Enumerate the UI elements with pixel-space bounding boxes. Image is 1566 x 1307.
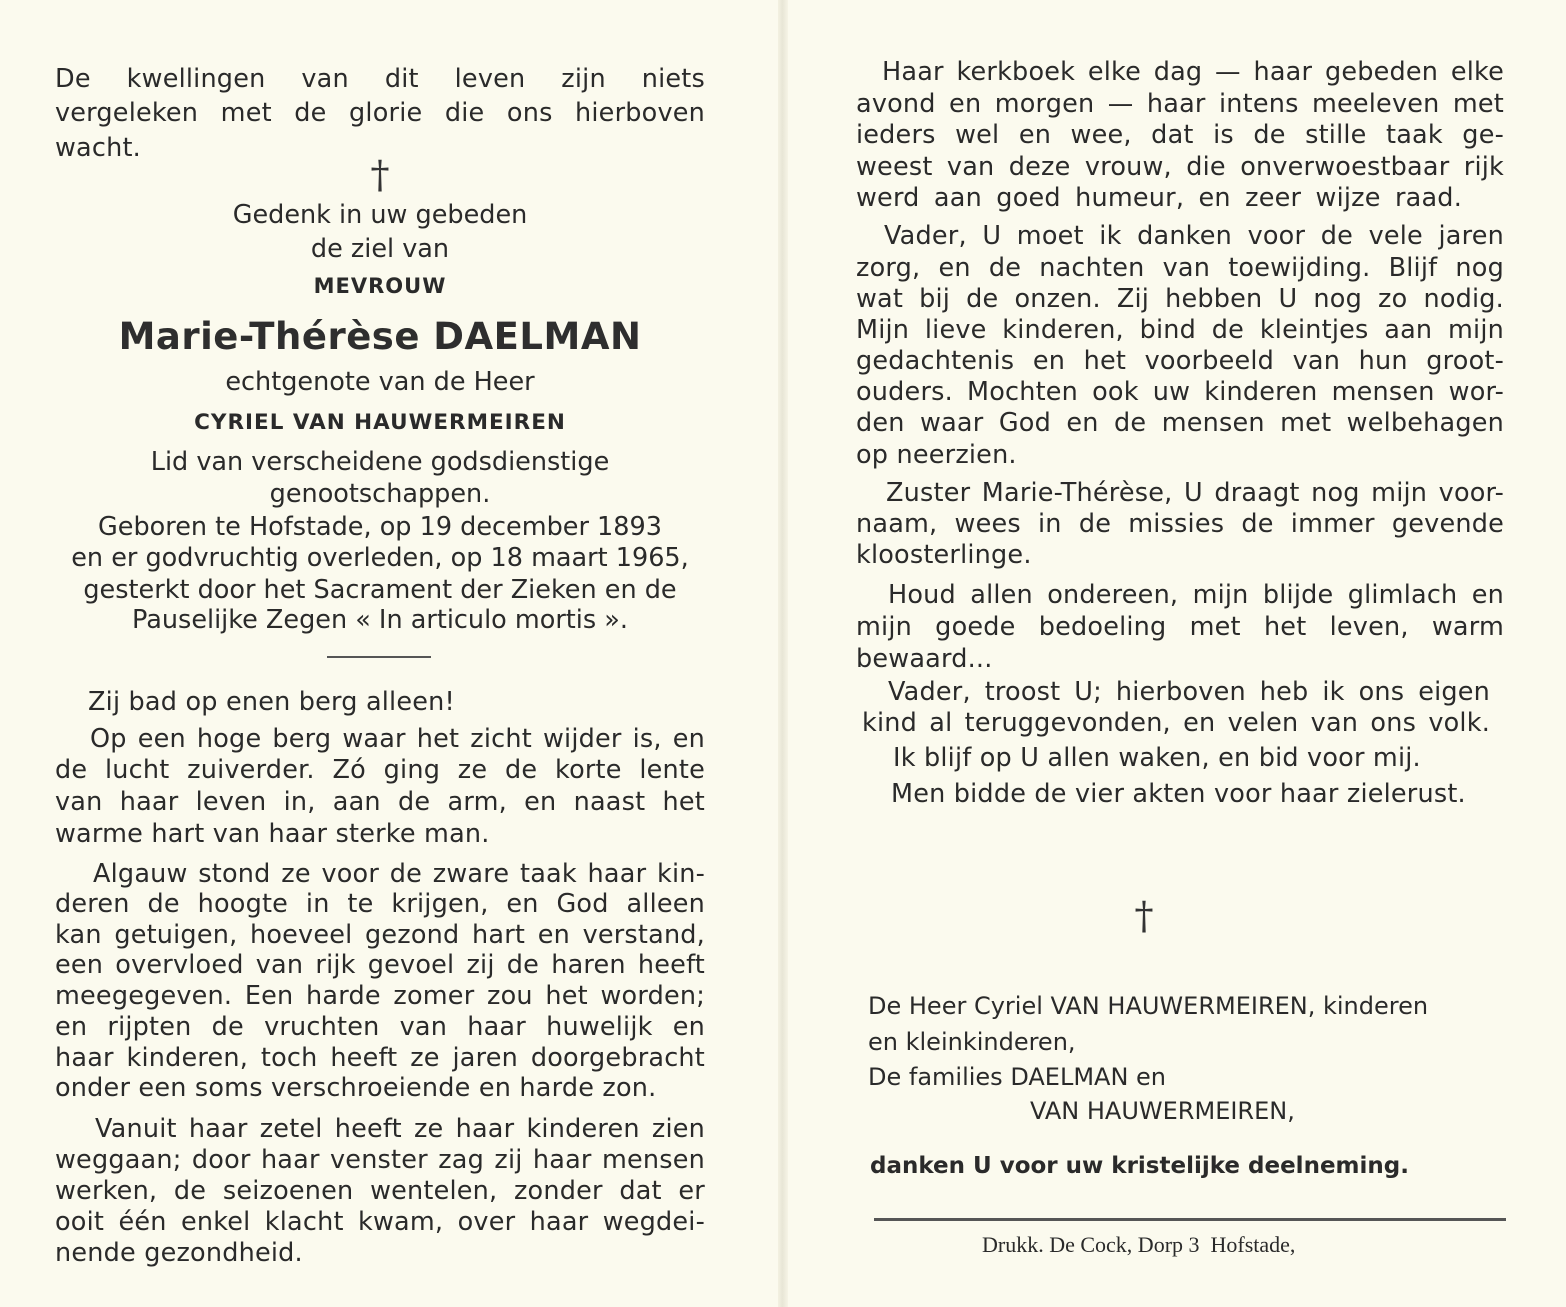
- text-line: Haar kerkboek elke dag — haar gebeden elke: [882, 57, 1504, 87]
- text-line: kan getuigen, hoeveel gezond hart en verstand,: [55, 920, 705, 950]
- text-line: naam, wees in de missies de immer gevende: [856, 509, 1504, 539]
- spouse-name: CYRIEL VAN HAUWERMEIREN: [194, 410, 566, 435]
- text-line: nende gezondheid.: [55, 1238, 303, 1268]
- text-line: weest van deze vrouw, die onverwoestbaar rijk: [856, 152, 1504, 182]
- spouse-line: echtgenote van de Heer: [225, 367, 535, 397]
- divider: [327, 656, 431, 658]
- text-line: De kwellingen van dit leven zijn niets: [55, 64, 705, 94]
- text-line: ooit één enkel klacht kwam, over haar wegdei-: [55, 1207, 705, 1237]
- cross-icon: †: [1134, 894, 1154, 938]
- text-line: Pauselijke Zegen « In articulo mortis ».: [132, 605, 628, 635]
- center-fold: [778, 0, 788, 1307]
- text-line: bewaard...: [856, 644, 993, 674]
- remember-line: Gedenk in uw gebeden: [232, 200, 528, 230]
- text-line: werd aan goed humeur, en zeer wijze raad.: [856, 183, 1462, 213]
- text-line: deren de hoogte in te krijgen, en God alleen: [55, 889, 705, 919]
- text-line: Zij bad op enen berg alleen!: [88, 687, 455, 717]
- text-line: gesterkt door het Sacrament der Zieken en de: [83, 575, 677, 605]
- printer-imprint: Drukk. De Cock, Dorp 3 Hofstade,: [982, 1232, 1296, 1257]
- text-line: op neerzien.: [856, 440, 1017, 470]
- text-line: mijn goede bedoeling met het leven, warm: [856, 612, 1504, 642]
- text-line: Vader, troost U; hierboven heb ik ons eigen: [888, 677, 1490, 707]
- text-line: Houd allen ondereen, mijn blijde glimlach en: [888, 580, 1504, 610]
- thanks-line: danken U voor uw kristelijke deelneming.: [870, 1153, 1409, 1179]
- text-line: Zuster Marie-Thérèse, U draagt nog mijn voor-: [886, 478, 1504, 508]
- honorific: MEVROUW: [313, 274, 447, 298]
- membership-line: Lid van verscheidene godsdienstige: [150, 447, 610, 477]
- text-line: Geboren te Hofstade, op 19 december 1893: [98, 512, 662, 542]
- text-line: ouders. Mochten ook uw kinderen mensen wor-: [856, 377, 1504, 407]
- text-line: kloosterlinge.: [856, 540, 1032, 570]
- text-line: Ik blijf op U allen waken, en bid voor mij.: [893, 743, 1421, 773]
- text-line: werken, de seizoenen wentelen, zonder dat er: [55, 1176, 705, 1206]
- text-line: en rijpten de vruchten van haar huwelijk en: [55, 1012, 705, 1042]
- text-line: Mijn lieve kinderen, bind de kleintjes aan mijn: [856, 315, 1504, 345]
- divider: [874, 1218, 1506, 1221]
- text-line: van haar leven in, aan de arm, en naast het: [55, 787, 705, 817]
- text-line: Algauw stond ze voor de zware taak haar kin-: [93, 859, 705, 889]
- text-line: gedachtenis en het voorbeeld van hun groot-: [856, 346, 1504, 376]
- remember-line: de ziel van: [310, 234, 450, 264]
- text-line: weggaan; door haar venster zag zij haar mensen: [55, 1145, 705, 1175]
- text-line: den waar God en de mensen met welbehagen: [856, 408, 1504, 438]
- text-line: wat bij de onzen. Zij hebben U nog zo nodig.: [856, 284, 1504, 314]
- text-line: een overvloed van rijk gevoel zij de haren heeft: [55, 950, 705, 980]
- text-line: De families DAELMAN en: [868, 1063, 1167, 1091]
- text-line: onder een soms verschroeiende en harde zon.: [55, 1073, 657, 1103]
- text-line: wacht.: [55, 133, 141, 163]
- text-line: haar kinderen, toch heeft ze jaren doorgebracht: [55, 1043, 705, 1073]
- text-line: warme hart van haar sterke man.: [55, 819, 490, 849]
- text-line: vergeleken met de glorie die ons hierboven: [55, 98, 705, 128]
- text-line: en er godvruchtig overleden, op 18 maart 1965,: [71, 543, 689, 573]
- text-line: Men bidde de vier akten voor haar zielerust.: [891, 779, 1466, 809]
- deceased-name: Marie-Thérèse DAELMAN: [118, 315, 642, 358]
- text-line: kind al teruggevonden, en velen van ons volk.: [862, 708, 1490, 738]
- text-line: Op een hoge berg waar het zicht wijder is, en: [90, 724, 705, 754]
- text-line: zorg, en de nachten van toewijding. Blijf nog: [856, 253, 1504, 283]
- text-line: VAN HAUWERMEIREN,: [1030, 1097, 1295, 1125]
- cross-icon: †: [370, 153, 390, 197]
- text-line: Vanuit haar zetel heeft ze haar kinderen zien: [95, 1114, 705, 1144]
- text-line: De Heer Cyriel VAN HAUWERMEIREN, kinderen: [868, 992, 1429, 1020]
- text-line: en kleinkinderen,: [868, 1028, 1076, 1056]
- text-line: ieders wel en wee, dat is de stille taak ge-: [856, 120, 1504, 150]
- text-line: meegegeven. Een harde zomer zou het worden;: [55, 981, 705, 1011]
- text-line: avond en morgen — haar intens meeleven met: [856, 89, 1504, 119]
- membership-line: genootschappen.: [269, 479, 491, 509]
- text-line: de lucht zuiverder. Zó ging ze de korte lente: [55, 755, 705, 785]
- text-line: Vader, U moet ik danken voor de vele jaren: [884, 221, 1504, 251]
